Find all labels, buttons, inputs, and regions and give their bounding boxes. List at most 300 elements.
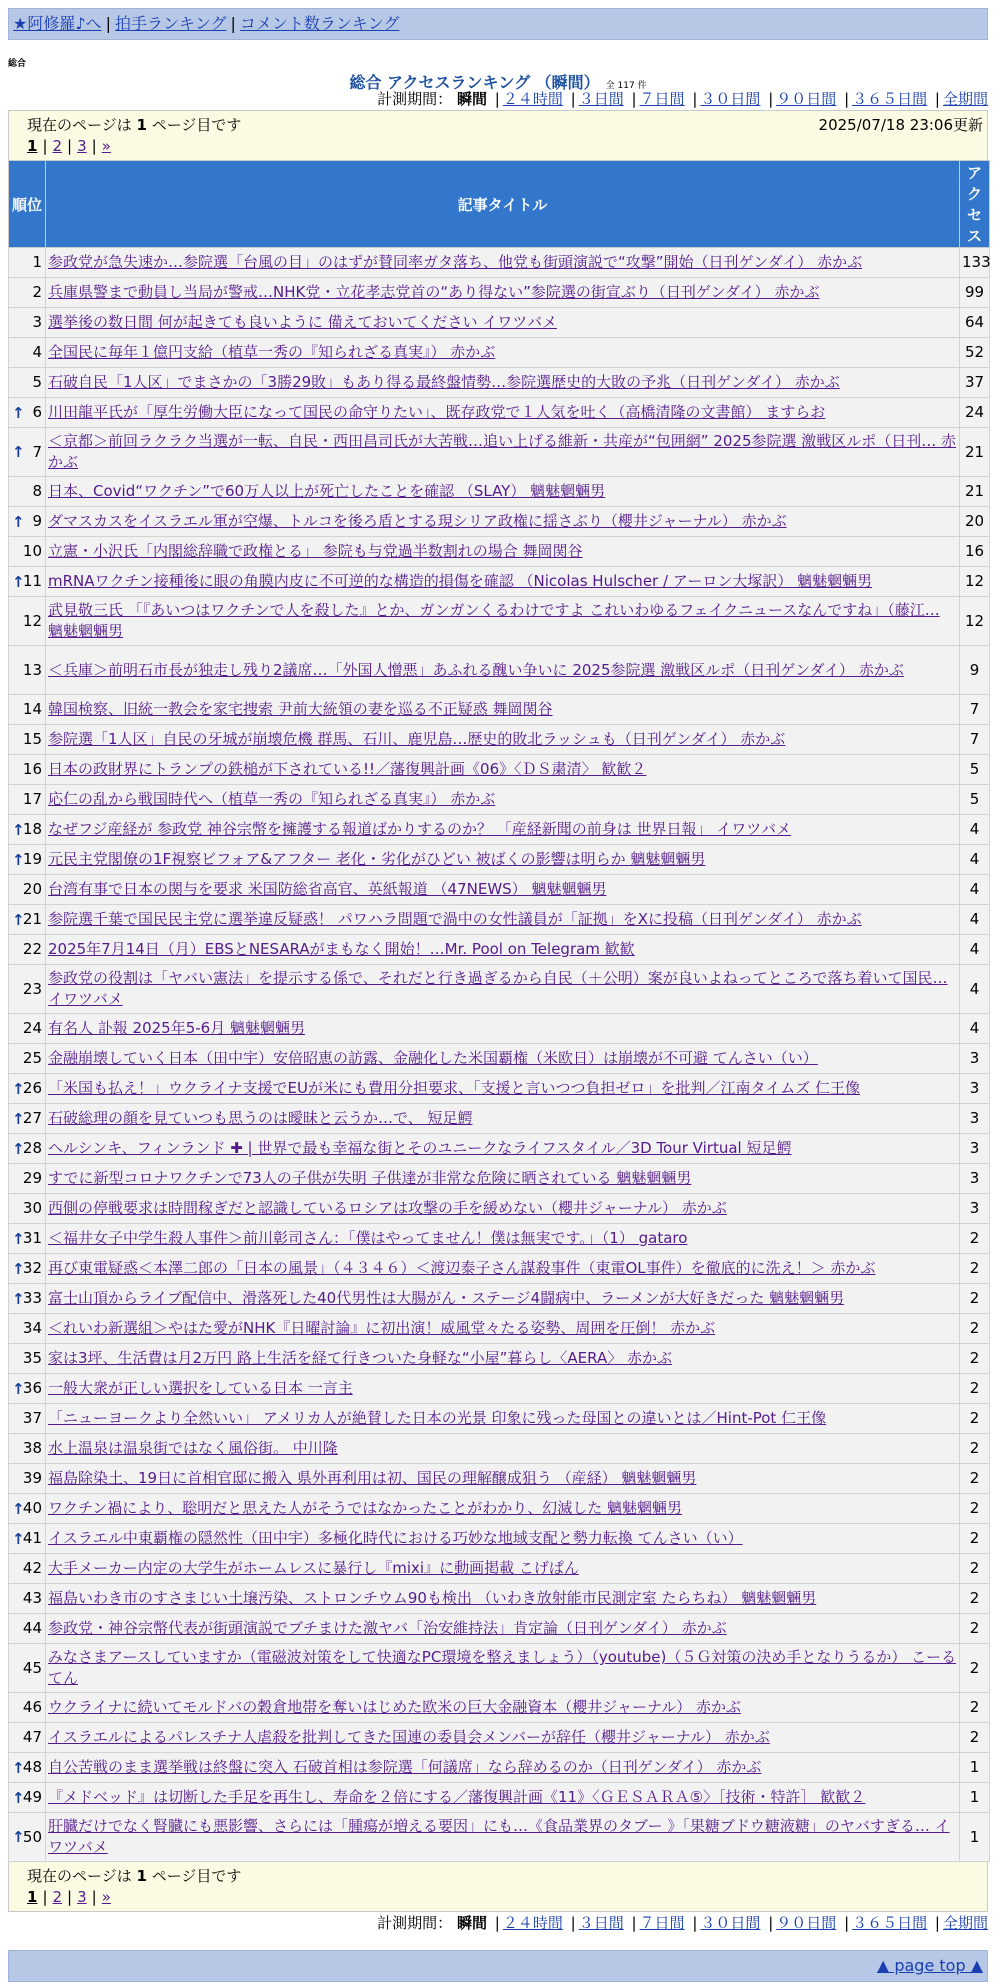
rank-cell bbox=[9, 1464, 46, 1494]
header-title: 記事タイトル bbox=[46, 161, 960, 248]
rank-cell bbox=[9, 755, 46, 785]
pager-top: 1 | 2 | 3 | » bbox=[27, 137, 111, 155]
access-count: 3 bbox=[960, 1194, 990, 1224]
rank-number: 24 bbox=[22, 1019, 42, 1037]
article-link[interactable]: イスラエルによるパレスチナ人虐殺を批判してきた国連の委員会メンバーが辞任（櫻井ジャーナル） 赤かぶ bbox=[48, 1728, 770, 1746]
article-link[interactable]: 日本、Covid“ワクチン”で60万人以上が死亡したことを確認 （SLAY） 魑魅魍魎男 bbox=[48, 482, 606, 500]
article-link[interactable]: 日本の政財界にトランプの鉄槌が下されている!!／藩復興計画《06》〈ＤＳ粛清〉 歓歓２ bbox=[48, 760, 647, 778]
title-cell bbox=[46, 1284, 960, 1314]
table-row bbox=[9, 1194, 990, 1224]
pager-link-2[interactable]: 2 bbox=[52, 137, 63, 155]
period-link-24h[interactable]: ２４時間 bbox=[502, 90, 563, 108]
article-link[interactable]: 武見敬三氏 「『あいつはワクチンで人を殺した』とか、ガンガンくるわけですよ これいわゆるフェイクニュースなんですね」（藤江… 魑魅魍魎男 bbox=[48, 601, 940, 640]
title-cell bbox=[46, 507, 960, 537]
table-row bbox=[9, 1614, 990, 1644]
article-link[interactable]: なぜフジ産経が 参政党 神谷宗幣を擁護する報道ばかりするのか？ 「産経新聞の前身は 世界日報」 イワツバメ bbox=[48, 820, 791, 838]
access-count: 3 bbox=[960, 1164, 990, 1194]
title-cell bbox=[46, 248, 960, 278]
title-cell bbox=[46, 725, 960, 755]
access-count: 4 bbox=[960, 1014, 990, 1044]
title-cell bbox=[46, 1014, 960, 1044]
access-count: 2 bbox=[960, 1723, 990, 1753]
pager-bottom: 1 | 2 | 3 | » bbox=[27, 1888, 111, 1906]
access-count: 1 bbox=[960, 1783, 990, 1813]
rank-cell bbox=[9, 695, 46, 725]
title-cell bbox=[46, 1584, 960, 1614]
rank-number: 37 bbox=[22, 1409, 42, 1427]
access-count: 3 bbox=[960, 1044, 990, 1074]
access-count: 21 bbox=[960, 428, 990, 477]
rank-number: 16 bbox=[22, 760, 42, 778]
rank-number: 43 bbox=[22, 1589, 42, 1607]
period-link-90d[interactable]: ９０日間 bbox=[776, 1914, 837, 1932]
table-row bbox=[9, 1524, 990, 1554]
rank-up-arrow-icon: ↑ bbox=[12, 1109, 25, 1128]
rank-cell bbox=[9, 646, 46, 695]
rank-number: 10 bbox=[22, 542, 42, 560]
table-row bbox=[9, 1783, 990, 1813]
title-cell bbox=[46, 1753, 960, 1783]
table-row bbox=[9, 1584, 990, 1614]
ranking-title: 総合 アクセスランキング （瞬間） bbox=[349, 73, 600, 92]
rank-number: 40 bbox=[22, 1499, 42, 1517]
title-cell bbox=[46, 477, 960, 507]
rank-number: 35 bbox=[22, 1349, 42, 1367]
rank-number: 42 bbox=[22, 1559, 42, 1577]
article-link[interactable]: 肝臓だけでなく腎臓にも悪影響、さらには「腫瘍が増える要因」にも…《食品業界のタブー 》「果糖ブドウ糖液糖」のヤバすぎる… イワツバメ bbox=[48, 1817, 950, 1856]
rank-cell bbox=[9, 1693, 46, 1723]
rank-cell bbox=[9, 905, 46, 935]
access-count: 3 bbox=[960, 1134, 990, 1164]
rank-cell bbox=[9, 1314, 46, 1344]
title-cell bbox=[46, 597, 960, 646]
page-info-top bbox=[8, 110, 988, 160]
rank-number: 29 bbox=[22, 1169, 42, 1187]
access-count: 2 bbox=[960, 1404, 990, 1434]
title-cell bbox=[46, 368, 960, 398]
access-count: 52 bbox=[960, 338, 990, 368]
rank-number: 8 bbox=[32, 482, 42, 500]
title-cell bbox=[46, 338, 960, 368]
page-info-prefix: 現在のページは bbox=[27, 1867, 132, 1885]
page-info-prefix: 現在のページは bbox=[27, 116, 132, 134]
rank-cell bbox=[9, 935, 46, 965]
title-cell bbox=[46, 1693, 960, 1723]
article-link[interactable]: 一般大衆が正しい選択をしている日本 一言主 bbox=[48, 1379, 353, 1397]
updated-timestamp: 2025/07/18 23:06更新 bbox=[818, 116, 983, 134]
article-link[interactable]: 全国民に毎年１億円支給（植草一秀の『知られざる真実』） 赤かぶ bbox=[48, 343, 496, 361]
access-count: 3 bbox=[960, 1104, 990, 1134]
title-cell bbox=[46, 785, 960, 815]
rank-cell bbox=[9, 507, 46, 537]
period-link-24h[interactable]: ２４時間 bbox=[502, 1914, 563, 1932]
rank-cell bbox=[9, 1044, 46, 1074]
article-link[interactable]: 参院選「1人区」自民の牙城が崩壊危機 群馬、石川、鹿児島…歴史的敗北ラッシュも（日刊ゲンダイ） 赤かぶ bbox=[48, 730, 786, 748]
article-link[interactable]: ＜京都＞前回ラクラク当選が一転、自民・西田昌司氏が大苦戦…追い上げる維新・共産が“包囲網” 2025参院選 激戦区ルポ（日刊… 赤かぶ bbox=[48, 432, 957, 471]
rank-cell bbox=[9, 308, 46, 338]
title-cell bbox=[46, 695, 960, 725]
article-link[interactable]: ワクチン禍により、聡明だと思えた人がそうではなかったことがわかり、幻滅した 魑魅魍魎男 bbox=[48, 1499, 683, 1517]
article-link[interactable]: 応仁の乱から戦国時代へ（植草一秀の『知られざる真実』） 赤かぶ bbox=[48, 790, 496, 808]
article-link[interactable]: 「米国も払え！」ウクライナ支援でEUが米にも費用分担要求、「支援と言いつつ負担ゼロ」を批判／江南タイムズ 仁王像 bbox=[48, 1079, 860, 1097]
rank-cell bbox=[9, 1524, 46, 1554]
table-row bbox=[9, 815, 990, 845]
period-link-all[interactable]: 全期間 bbox=[942, 1914, 988, 1932]
title-cell bbox=[46, 278, 960, 308]
article-link[interactable]: 元民主党閣僚の1F視察ビフォア&アフター 老化・劣化がひどい 被ばくの影響は明らか 魑魅魍魎男 bbox=[48, 850, 706, 868]
table-row bbox=[9, 537, 990, 567]
table-row bbox=[9, 1753, 990, 1783]
article-link[interactable]: 立憲・小沢氏「内閣総辞職で政権とる」 参院も与党過半数割れの場合 舞岡関谷 bbox=[48, 542, 583, 560]
title-cell bbox=[46, 537, 960, 567]
total-count: 全 117 件 bbox=[605, 81, 647, 91]
article-link[interactable]: 参政党が急失速か…参院選「台風の目」のはずが賛同率ガタ落ち、他党も街頭演説で“攻撃”開始（日刊ゲンダイ） 赤かぶ bbox=[48, 253, 863, 271]
rank-number: 44 bbox=[22, 1619, 42, 1637]
rank-number: 47 bbox=[22, 1728, 42, 1746]
rank-number: 7 bbox=[32, 442, 42, 461]
rank-cell bbox=[9, 537, 46, 567]
access-count: 2 bbox=[960, 1644, 990, 1693]
rank-cell bbox=[9, 597, 46, 646]
table-row bbox=[9, 875, 990, 905]
table-row bbox=[9, 1404, 990, 1434]
article-link[interactable]: 2025年7月14日（月）EBSとNESARAがまもなく開始！…Mr. Pool on Telegram 歓歓 bbox=[48, 940, 635, 958]
period-link-365d[interactable]: ３６５日間 bbox=[852, 1914, 928, 1932]
rank-cell bbox=[9, 1644, 46, 1693]
header-rank: 順位 bbox=[9, 161, 46, 248]
title-cell bbox=[46, 1314, 960, 1344]
table-row bbox=[9, 845, 990, 875]
access-count: 3 bbox=[960, 1074, 990, 1104]
title-cell bbox=[46, 1464, 960, 1494]
period-link-7d[interactable]: ７日間 bbox=[639, 90, 685, 108]
rank-cell bbox=[9, 1194, 46, 1224]
rank-cell bbox=[9, 1014, 46, 1044]
rank-number: 3 bbox=[32, 313, 42, 331]
table-row bbox=[9, 248, 990, 278]
table-row bbox=[9, 1314, 990, 1344]
table-row bbox=[9, 1074, 990, 1104]
access-count: 2 bbox=[960, 1524, 990, 1554]
article-link[interactable]: mRNAワクチン接種後に眼の角膜内皮に不可逆的な構造的損傷を確認 （Nicolas Hulscher / アーロン大塚訳） 魑魅魍魎男 bbox=[48, 572, 873, 590]
rank-up-arrow-icon: ↑ bbox=[12, 1259, 25, 1278]
rank-cell bbox=[9, 477, 46, 507]
article-link[interactable]: 選挙後の数日間 何が起きても良いように 備えておいてください イワツバメ bbox=[48, 313, 558, 331]
table-row bbox=[9, 785, 990, 815]
article-link[interactable]: 参院選千葉で国民民主党に選挙違反疑惑！ パワハラ問題で渦中の女性議員が「証拠」をXに投稿（日刊ゲンダイ） 赤かぶ bbox=[48, 910, 862, 928]
article-link[interactable]: イスラエル中東覇権の隠然性（田中宇）多極化時代における巧妙な地域支配と勢力転換 てんさい（い） bbox=[48, 1529, 743, 1547]
article-link[interactable]: ＜福井女子中学生殺人事件＞前川彰司さん：「僕はやってません！僕は無実です。」（1） gataro bbox=[48, 1229, 688, 1247]
table-row bbox=[9, 755, 990, 785]
rank-number: 22 bbox=[22, 940, 42, 958]
article-link[interactable]: 水上温泉は温泉街ではなく風俗街。 中川隆 bbox=[48, 1439, 338, 1457]
period-link-30d[interactable]: ３０日間 bbox=[700, 1914, 761, 1932]
rank-cell bbox=[9, 1753, 46, 1783]
nav-sep: | bbox=[105, 14, 111, 33]
article-link[interactable]: 川田龍平氏が「厚生労働大臣になって国民の命守りたい」、既存政党で１人気を吐く（高橋清隆の文書館） ますらお bbox=[48, 403, 826, 421]
article-link[interactable]: 家は3坪、生活費は月2万円 路上生活を経て行きついた身軽な“小屋”暮らし〈AERA〉 赤かぶ bbox=[48, 1349, 672, 1367]
article-link[interactable]: 西側の停戦要求は時間稼ぎだと認識しているロシアは攻撃の手を緩めない（櫻井ジャーナル） 赤かぶ bbox=[48, 1199, 727, 1217]
rank-cell bbox=[9, 428, 46, 477]
title-cell bbox=[46, 567, 960, 597]
page-info-bottom bbox=[8, 1862, 988, 1912]
rank-cell bbox=[9, 785, 46, 815]
table-row bbox=[9, 1554, 990, 1584]
rank-number: 31 bbox=[22, 1229, 42, 1247]
title-cell bbox=[46, 1374, 960, 1404]
pager-link-2[interactable]: 2 bbox=[52, 1888, 63, 1906]
table-row bbox=[9, 398, 990, 428]
ranking-table bbox=[8, 160, 990, 1862]
rank-cell bbox=[9, 1374, 46, 1404]
access-count: 2 bbox=[960, 1693, 990, 1723]
table-row bbox=[9, 1134, 990, 1164]
rank-cell bbox=[9, 1494, 46, 1524]
title-cell bbox=[46, 308, 960, 338]
access-count: 7 bbox=[960, 695, 990, 725]
title-cell bbox=[46, 1404, 960, 1434]
table-row bbox=[9, 1723, 990, 1753]
table-row bbox=[9, 1344, 990, 1374]
table-row bbox=[9, 507, 990, 537]
access-count: 9 bbox=[960, 646, 990, 695]
rank-cell bbox=[9, 398, 46, 428]
article-link[interactable]: 台湾有事で日本の関与を要求 米国防総省高官、英紙報道 （47NEWS） 魑魅魍魎男 bbox=[48, 880, 607, 898]
article-link[interactable]: みなさまアースしていますか（電磁波対策をして快適なPC環境を整えましょう）（youtube)（５Ｇ対策の決め手となりうるか） こーるてん bbox=[48, 1648, 957, 1687]
table-row bbox=[9, 1644, 990, 1693]
page-top-link[interactable]: ▲ page top ▲ bbox=[876, 1956, 983, 1975]
access-count: 2 bbox=[960, 1614, 990, 1644]
rank-number: 38 bbox=[22, 1439, 42, 1457]
article-link[interactable]: 富士山頂からライブ配信中、滑落死した40代男性は大腸がん・ステージ4闘病中、ラーメンが大好きだった 魑魅魍魎男 bbox=[48, 1289, 845, 1307]
article-link[interactable]: 金融崩壊していく日本（田中宇）安倍昭恵の訪露、金融化した米国覇権（米欧日）は崩壊が不可避 てんさい（い） bbox=[48, 1049, 818, 1067]
article-link[interactable]: 福島除染土、19日に首相官邸に搬入 県外再利用は初、国民の理解醸成狙う （産経） 魑魅魍魎男 bbox=[48, 1469, 697, 1487]
rank-cell bbox=[9, 815, 46, 845]
rank-up-arrow-icon: ↑ bbox=[12, 1788, 25, 1807]
nav-link-applause-ranking[interactable]: 拍手ランキング bbox=[114, 14, 227, 33]
period-selector-bottom: 計測期間： 瞬間 | ２４時間 | ３日間 | ７日間 | ３０日間 | ９０日間 | ３６５日間 | 全期間 bbox=[377, 1914, 988, 1932]
period-selector-top: 計測期間： 瞬間 | ２４時間 | ３日間 | ７日間 | ３０日間 | ９０日間 | ３６５日間 | 全期間 bbox=[377, 90, 988, 108]
rank-cell bbox=[9, 1723, 46, 1753]
period-link-365d[interactable]: ３６５日間 bbox=[852, 90, 928, 108]
nav-link-asyura[interactable]: ★阿修羅♪へ bbox=[13, 14, 102, 33]
title-cell bbox=[46, 1524, 960, 1554]
rank-number: 36 bbox=[22, 1379, 42, 1397]
rank-up-arrow-icon: ↑ bbox=[12, 1139, 25, 1158]
period-current: 瞬間 bbox=[456, 1914, 487, 1932]
rank-cell bbox=[9, 1224, 46, 1254]
title-cell bbox=[46, 1494, 960, 1524]
rank-cell bbox=[9, 1104, 46, 1134]
rank-cell bbox=[9, 1554, 46, 1584]
rank-up-arrow-icon: ↑ bbox=[12, 1758, 25, 1777]
table-row bbox=[9, 1434, 990, 1464]
article-link[interactable]: ＜兵庫＞前明石市長が独走し残り2議席…「外国人憎悪」あふれる醜い争いに 2025参院選 激戦区ルポ（日刊ゲンダイ） 赤かぶ bbox=[48, 660, 904, 679]
title-cell bbox=[46, 1074, 960, 1104]
article-link[interactable]: 自公苦戦のまま選挙戦は終盤に突入 石破首相は参院選「何議席」なら辞めるのか（日刊ゲンダイ） 赤かぶ bbox=[48, 1758, 762, 1776]
rank-number: 17 bbox=[22, 790, 42, 808]
table-row bbox=[9, 1464, 990, 1494]
article-link[interactable]: 『メドベッド』は切断した手足を再生し、寿命を２倍にする／藩復興計画《11》〈ＧＥＳＡＲＡ⑤〉［技術・特許］ 歓歓２ bbox=[48, 1788, 866, 1806]
access-count: 5 bbox=[960, 755, 990, 785]
article-link[interactable]: 参政党・神谷宗幣代表が街頭演説でブチまけた激ヤバ「治安維持法」肯定論（日刊ゲンダイ） 赤かぶ bbox=[48, 1619, 727, 1637]
access-count: 4 bbox=[960, 845, 990, 875]
article-link[interactable]: 石破総理の顔を見ていつも思うのは曖昧と云うか…で、 短足鰐 bbox=[48, 1109, 473, 1127]
title-cell bbox=[46, 1554, 960, 1584]
top-nav bbox=[8, 8, 988, 40]
title-cell bbox=[46, 935, 960, 965]
table-row bbox=[9, 1813, 990, 1862]
rank-up-arrow-icon: ↑ bbox=[12, 910, 25, 929]
title-cell bbox=[46, 965, 960, 1014]
rank-up-arrow-icon: ↑ bbox=[12, 512, 25, 531]
category-label: 総合 bbox=[8, 59, 27, 69]
article-link[interactable]: 石破自民「1人区」でまさかの「3勝29敗」もあり得る最終盤情勢…参院選歴史的大敗の予兆（日刊ゲンダイ） 赤かぶ bbox=[48, 373, 840, 391]
rank-number: 33 bbox=[22, 1289, 42, 1307]
rank-number: 13 bbox=[22, 660, 42, 679]
rank-cell bbox=[9, 1134, 46, 1164]
pager-next[interactable]: » bbox=[101, 137, 111, 155]
period-link-30d[interactable]: ３０日間 bbox=[700, 90, 761, 108]
access-count: 133 bbox=[960, 248, 990, 278]
table-row bbox=[9, 1374, 990, 1404]
page-info-number: 1 bbox=[136, 116, 147, 134]
pager-link-3[interactable]: 3 bbox=[77, 1888, 87, 1906]
rank-up-arrow-icon: ↑ bbox=[12, 403, 25, 422]
table-row bbox=[9, 1104, 990, 1134]
access-count: 4 bbox=[960, 935, 990, 965]
table-row bbox=[9, 1284, 990, 1314]
period-link-7d[interactable]: ７日間 bbox=[639, 1914, 685, 1932]
access-count: 5 bbox=[960, 785, 990, 815]
period-label: 計測期間： bbox=[377, 1914, 453, 1932]
rank-cell bbox=[9, 725, 46, 755]
access-count: 99 bbox=[960, 278, 990, 308]
period-link-3d[interactable]: ３日間 bbox=[578, 90, 624, 108]
article-link[interactable]: ＜れいわ新選組＞やはた愛がNHK『日曜討論』に初出演！威風堂々たる姿勢、周囲を圧倒！ 赤かぶ bbox=[48, 1319, 716, 1337]
table-row bbox=[9, 725, 990, 755]
period-link-all[interactable]: 全期間 bbox=[942, 90, 988, 108]
rank-number: 48 bbox=[22, 1758, 42, 1776]
rank-up-arrow-icon: ↑ bbox=[12, 1079, 25, 1098]
table-row bbox=[9, 935, 990, 965]
article-link[interactable]: ウクライナに続いてモルドバの穀倉地帯を奪いはじめた欧米の巨大金融資本（櫻井ジャーナル） 赤かぶ bbox=[48, 1698, 741, 1716]
access-count: 7 bbox=[960, 725, 990, 755]
title-cell bbox=[46, 755, 960, 785]
access-count: 2 bbox=[960, 1344, 990, 1374]
article-link[interactable]: ダマスカスをイスラエル軍が空爆、トルコを後ろ盾とする現シリア政権に揺さぶり（櫻井ジャーナル） 赤かぶ bbox=[48, 512, 787, 530]
title-cell bbox=[46, 1614, 960, 1644]
title-cell bbox=[46, 1254, 960, 1284]
rank-number: 4 bbox=[32, 343, 42, 361]
rank-up-arrow-icon: ↑ bbox=[12, 1529, 25, 1548]
title-cell bbox=[46, 1344, 960, 1374]
rank-number: 6 bbox=[32, 403, 42, 421]
table-row bbox=[9, 1254, 990, 1284]
rank-number: 34 bbox=[22, 1319, 42, 1337]
access-count: 2 bbox=[960, 1494, 990, 1524]
rank-cell bbox=[9, 368, 46, 398]
table-row bbox=[9, 1044, 990, 1074]
page-info-suffix: ページ目です bbox=[151, 116, 242, 134]
rank-cell bbox=[9, 1783, 46, 1813]
access-count: 1 bbox=[960, 1753, 990, 1783]
article-link[interactable]: すでに新型コロナワクチンで73人の子供が失明 子供達が非常な危険に晒されている 魑魅魍魎男 bbox=[48, 1169, 692, 1187]
rank-up-arrow-icon: ↑ bbox=[12, 572, 25, 591]
pager-current: 1 bbox=[27, 1888, 38, 1906]
table-header-row bbox=[9, 161, 990, 248]
table-row bbox=[9, 1224, 990, 1254]
rank-cell bbox=[9, 338, 46, 368]
access-count: 21 bbox=[960, 477, 990, 507]
table-row bbox=[9, 428, 990, 477]
title-cell bbox=[46, 815, 960, 845]
title-cell bbox=[46, 646, 960, 695]
article-link[interactable]: ヘルシンキ、フィンランド ✚ | 世界で最も幸福な街とそのユニークなライフスタイル／3D Tour Virtual 短足鰐 bbox=[48, 1139, 792, 1157]
access-count: 2 bbox=[960, 1224, 990, 1254]
article-link[interactable]: 再び東電疑惑＜本澤二郎の「日本の風景」（４３４６）＜渡辺泰子さん謀殺事件（東電OL事件）を徹底的に洗え！＞ 赤かぶ bbox=[48, 1259, 876, 1277]
rank-number: 32 bbox=[22, 1259, 42, 1277]
table-row bbox=[9, 477, 990, 507]
page-info-suffix: ページ目です bbox=[151, 1867, 242, 1885]
title-cell bbox=[46, 1434, 960, 1464]
table-row bbox=[9, 597, 990, 646]
pager-link-3[interactable]: 3 bbox=[77, 137, 87, 155]
rank-up-arrow-icon: ↑ bbox=[12, 1828, 25, 1846]
table-row bbox=[9, 368, 990, 398]
table-row bbox=[9, 278, 990, 308]
article-link[interactable]: 「ニューヨークより全然いい」 アメリカ人が絶賛した日本の光景 印象に残った母国との違いとは／Hint-Pot 仁王像 bbox=[48, 1409, 827, 1427]
article-link[interactable]: 福島いわき市のすさまじい土壌汚染、ストロンチウム90も検出 （いわき放射能市民測定室 たらちね） 魑魅魍魎男 bbox=[48, 1589, 817, 1607]
article-link[interactable]: 大手メーカー内定の大学生がホームレスに暴行し『mixi』に動画掲載 こげぱん bbox=[48, 1559, 579, 1577]
access-count: 24 bbox=[960, 398, 990, 428]
article-link[interactable]: 参政党の役割は「ヤバい憲法」を提示する係で、それだと行き過ぎるから自民（＋公明）案が良いよねってところで落ち着いて国民… イワツバメ bbox=[48, 969, 948, 1008]
rank-number: 18 bbox=[22, 820, 42, 838]
access-count: 2 bbox=[960, 1584, 990, 1614]
access-count: 4 bbox=[960, 905, 990, 935]
footer-bar bbox=[8, 1950, 988, 1982]
rank-cell bbox=[9, 1284, 46, 1314]
title-cell bbox=[46, 1134, 960, 1164]
ranking-title-line bbox=[8, 70, 988, 92]
nav-link-comment-ranking[interactable]: コメント数ランキング bbox=[239, 14, 400, 33]
title-cell bbox=[46, 845, 960, 875]
rank-number: 25 bbox=[22, 1049, 42, 1067]
table-row bbox=[9, 338, 990, 368]
rank-number: 21 bbox=[22, 910, 42, 928]
article-link[interactable]: 有名人 訃報 2025年5-6月 魑魅魍魎男 bbox=[48, 1019, 305, 1037]
rank-up-arrow-icon: ↑ bbox=[12, 850, 25, 869]
period-link-90d[interactable]: ９０日間 bbox=[776, 90, 837, 108]
article-link[interactable]: 韓国検察、旧統一教会を家宅捜索 尹前大統領の妻を巡る不正疑惑 舞岡関谷 bbox=[48, 700, 553, 718]
table-row bbox=[9, 1693, 990, 1723]
access-count: 1 bbox=[960, 1813, 990, 1862]
period-link-3d[interactable]: ３日間 bbox=[578, 1914, 624, 1932]
rank-number: 9 bbox=[32, 512, 42, 530]
title-cell bbox=[46, 1723, 960, 1753]
rank-cell bbox=[9, 1344, 46, 1374]
rank-number: 19 bbox=[22, 850, 42, 868]
pager-next[interactable]: » bbox=[101, 1888, 111, 1906]
article-link[interactable]: 兵庫県警まで動員し当局が警戒…NHK党・立花孝志党首の“あり得ない”参院選の街宣ぶり（日刊ゲンダイ） 赤かぶ bbox=[48, 283, 820, 301]
rank-up-arrow-icon: ↑ bbox=[12, 443, 25, 461]
access-count: 20 bbox=[960, 507, 990, 537]
access-count: 64 bbox=[960, 308, 990, 338]
rank-number: 28 bbox=[22, 1139, 42, 1157]
access-count: 2 bbox=[960, 1374, 990, 1404]
title-cell bbox=[46, 1104, 960, 1134]
rank-number: 2 bbox=[32, 283, 42, 301]
